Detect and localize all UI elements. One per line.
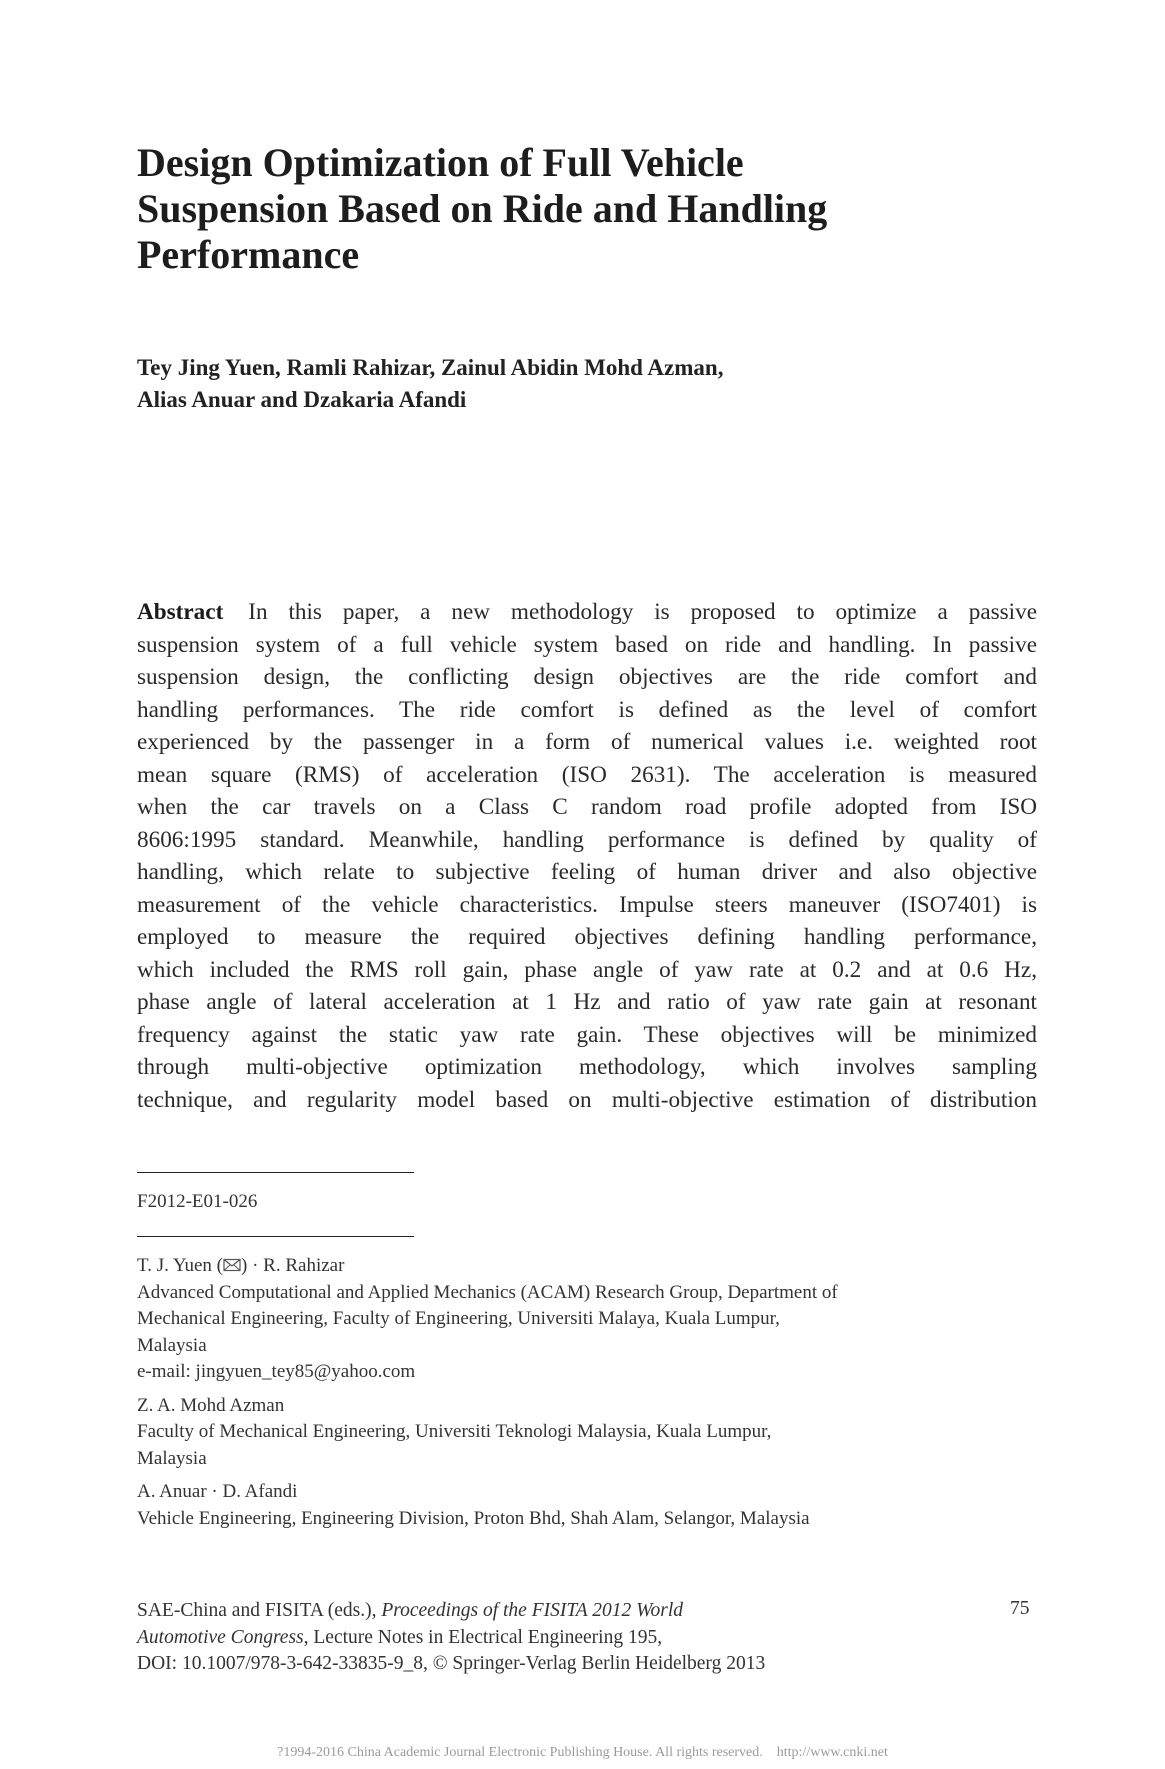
author-line: Tey Jing Yuen, Ramli Rahizar, Zainul Abidin Mohd Azman,: [137, 355, 724, 380]
abstract-line: suspension system of a full vehicle system based on ride and handling. In passive: [137, 631, 1037, 658]
affiliation-line: Advanced Computational and Applied Mechanics (ACAM) Research Group, Department of: [137, 1281, 838, 1303]
affiliation-block-3: [137, 1479, 1037, 1532]
abstract-line: mean square (RMS) of acceleration (ISO 2631). The acceleration is measured: [137, 761, 1037, 788]
abstract-line: through multi-objective optimization methodology, which involves sampling: [137, 1054, 1037, 1080]
abstract-line: phase angle of lateral acceleration at 1 Hz and ratio of yaw rate gain at resonant: [137, 989, 1037, 1015]
affiliation-line: Malaysia: [137, 1334, 207, 1356]
abstract: [137, 596, 1037, 1116]
title-line: Performance: [137, 232, 360, 277]
author-line: Alias Anuar and Dzakaria Afandi: [137, 387, 467, 412]
abstract-line: which included the RMS roll gain, phase angle of yaw rate at 0.2 and at 0.6 Hz,: [137, 956, 1037, 983]
affiliation-authors: Z. A. Mohd Azman: [137, 1394, 285, 1416]
abstract-line: employed to measure the required objectives defining handling performance,: [137, 924, 1037, 950]
doi-line: DOI: 10.1007/978-3-642-33835-9_8, © Springer-Verlag Berlin Heidelberg 2013: [137, 1653, 766, 1674]
affiliations: [137, 1253, 1037, 1539]
abstract-line: [137, 596, 1037, 629]
citation-line: SAE-China and FISITA (eds.), Proceedings of the FISITA 2012 World: [137, 1600, 684, 1621]
abstract-line: technique, and regularity model based on multi-objective estimation of distribution: [137, 1086, 1037, 1113]
title-line: Design Optimization of Full Vehicle: [137, 140, 744, 185]
affiliation-line: Faculty of Mechanical Engineering, Universiti Teknologi Malaysia, Kuala Lumpur,: [137, 1421, 772, 1442]
title-line: Suspension Based on Ride and Handling: [137, 186, 828, 231]
email-envelope-icon: [223, 1258, 241, 1272]
paper-id: F2012-E01-026: [137, 1191, 258, 1212]
citation-footer: [137, 1598, 1037, 1678]
affiliation-line: Malaysia: [137, 1447, 207, 1469]
abstract-line: frequency against the static yaw rate gain. These objectives will be minimized: [137, 1021, 1037, 1048]
watermark: [0, 1745, 1165, 1761]
abstract-line: suspension design, the conflicting design objectives are the ride comfort and: [137, 664, 1037, 690]
watermark-text: ?1994-2016 China Academic Journal Electronic Publishing House. All rights reserved.: [277, 1745, 763, 1760]
abstract-line: measurement of the vehicle characteristics. Impulse steers maneuver (ISO7401) is: [137, 891, 1037, 918]
abstract-line: handling performances. The ride comfort is defined as the level of comfort: [137, 696, 1037, 723]
affiliation-block-1: [137, 1253, 1037, 1386]
abstract-line-text: In this paper, a new methodology is proposed to optimize a passive: [248, 599, 1037, 625]
affiliation-authors: A. Anuar · D. Afandi: [137, 1481, 298, 1502]
email-line: e-mail: jingyuen_tey85@yahoo.com: [137, 1361, 416, 1382]
author-list: [137, 352, 1037, 416]
paper-title: [137, 140, 937, 278]
watermark-url: http://www.cnki.net: [776, 1745, 888, 1760]
affiliation-line: Mechanical Engineering, Faculty of Engineering, Universiti Malaya, Kuala Lumpur,: [137, 1308, 780, 1329]
affiliation-line: Vehicle Engineering, Engineering Division, Proton Bhd, Shah Alam, Selangor, Malaysia: [137, 1507, 810, 1529]
abstract-line: experienced by the passenger in a form of numerical values i.e. weighted root: [137, 729, 1037, 755]
affiliation-authors: T. J. Yuen ( ) · R. Rahizar: [137, 1255, 345, 1276]
affiliation-block-2: [137, 1393, 1037, 1473]
abstract-keyword: Abstract: [137, 599, 224, 625]
affiliation-rule: [137, 1236, 414, 1237]
citation-line: Automotive Congress, Lecture Notes in Electrical Engineering 195,: [137, 1626, 663, 1648]
abstract-line: handling, which relate to subjective feeling of human driver and also objective: [137, 859, 1037, 885]
abstract-line: when the car travels on a Class C random road profile adopted from ISO: [137, 794, 1037, 820]
page-number: 75: [1010, 1598, 1030, 1619]
abstract-line: 8606:1995 standard. Meanwhile, handling performance is defined by quality of: [137, 826, 1037, 853]
footnote-rule: [137, 1172, 414, 1173]
